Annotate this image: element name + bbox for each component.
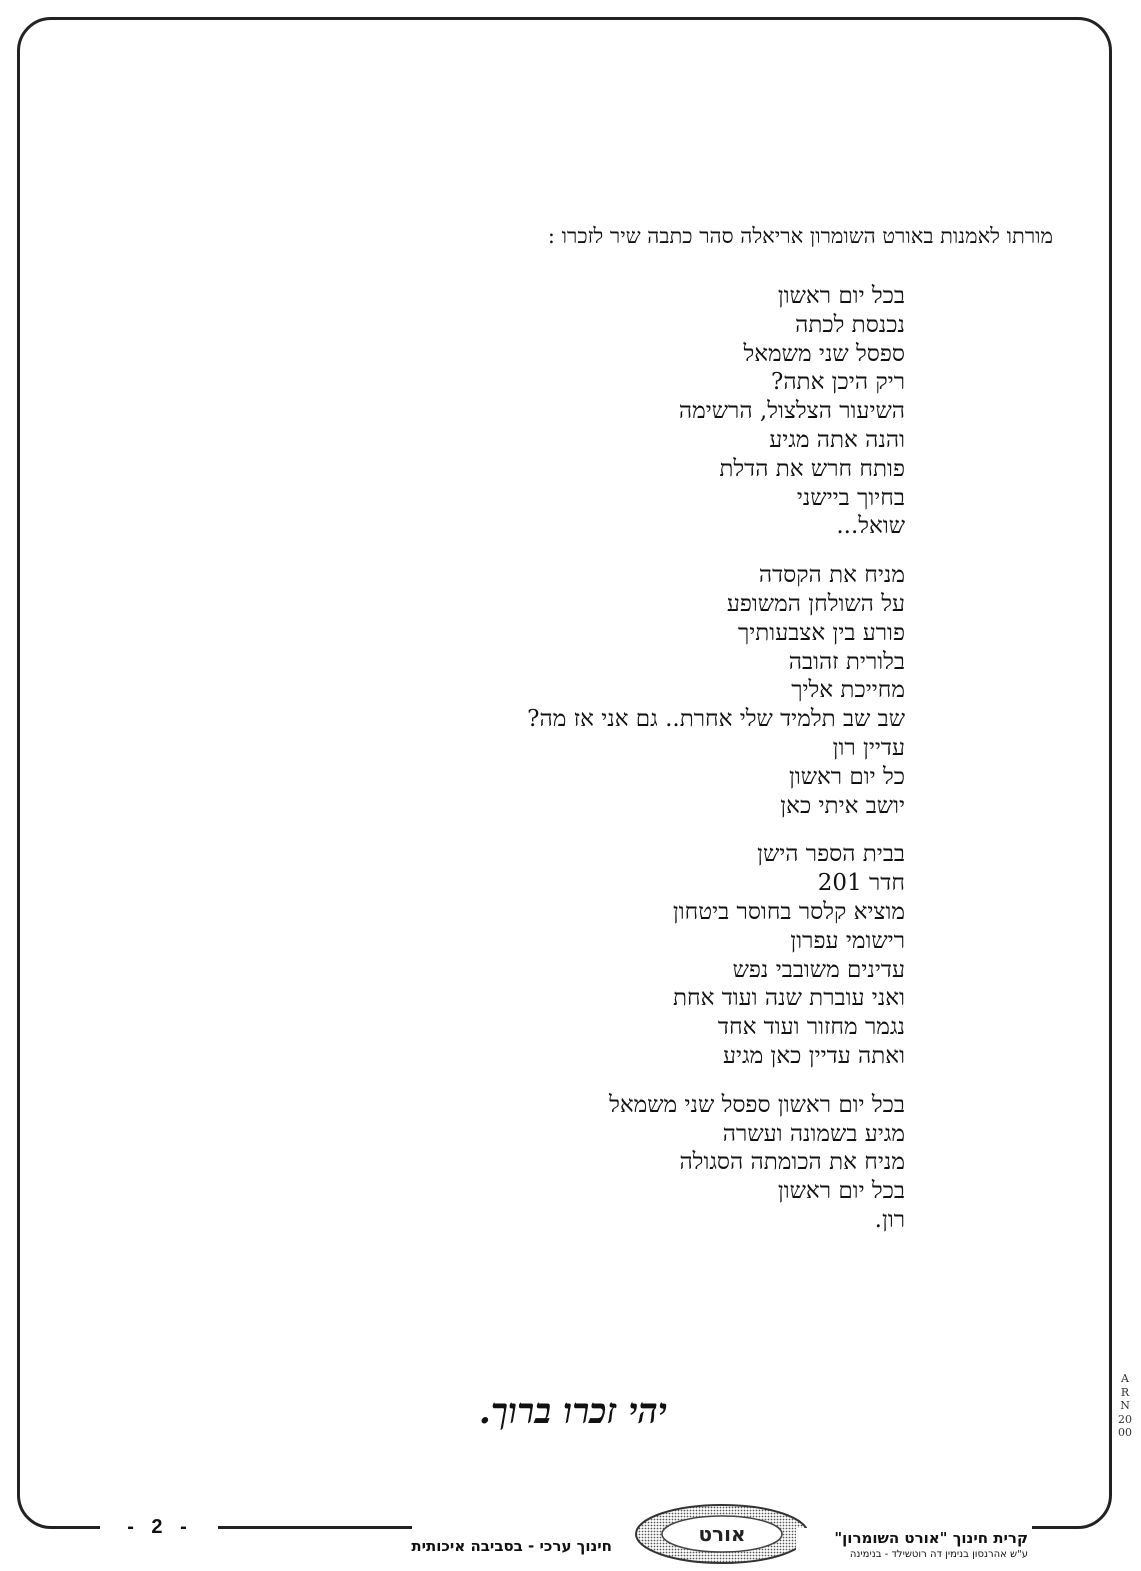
poem-line: רישומי עפרון — [790, 927, 905, 954]
intro-text: מורתו לאמנות באורט השומרון אריאלה סהר כתבה שיר לזכרו : — [547, 224, 1053, 248]
poem-line: ספסל שני משמאל — [743, 340, 905, 367]
poem-line: נכנסת לכתה — [795, 311, 905, 338]
poem-line: בכל יום ראשון — [777, 1178, 905, 1205]
poem-line: על השולחן המשופע — [726, 590, 905, 617]
poem — [185, 282, 905, 1255]
poem-stanza-2 — [185, 561, 905, 820]
poem-line: השיעור הצלצול, הרשימה — [678, 398, 905, 425]
school-subtitle: ע"ש אהרנסון בנימין דה רוטשילד - בנימינה — [849, 1549, 1028, 1560]
poem-line: פותח חרש את הדלת — [719, 455, 905, 482]
school-logo-icon — [632, 1500, 812, 1566]
poem-line: נגמר מחזור ועוד אחד — [717, 1014, 905, 1041]
school-name: קרית חינוך "אורט השומרון" — [834, 1529, 1028, 1547]
poem-stanza-3 — [185, 840, 905, 1070]
footer-school — [796, 1528, 1028, 1562]
poem-line: ריק היכן אתה? — [770, 369, 905, 396]
poem-line: שואל... — [836, 513, 905, 540]
poem-line: מגיע בשמונה ועשרה — [722, 1120, 905, 1147]
poem-line: בבית הספר הישן — [757, 841, 905, 868]
poem-line: רון. — [874, 1206, 905, 1233]
poem-line: חדר 201 — [817, 870, 905, 897]
poem-line: מניח את הכומתה הסגולה — [679, 1149, 905, 1176]
poem-line: עדיין רון — [832, 734, 905, 761]
poem-line: יושב איתי כאן — [780, 792, 905, 819]
poem-line: בכל יום ראשון — [777, 283, 905, 309]
poem-line: בלורית זהובה — [788, 648, 905, 675]
poem-line: פורע בין אצבעותיך — [737, 619, 905, 646]
poem-line: ואני עוברת שנה ועוד אחת — [672, 985, 905, 1012]
memorial-blessing: יהי זכרו ברוך. — [478, 1391, 667, 1432]
poem-line: מחייכת אליך — [791, 677, 905, 704]
poem-stanza-1 — [185, 282, 905, 541]
side-code: ARN 2000 — [1118, 1372, 1132, 1439]
poem-line: מוציא קלסר בחוסר ביטחון — [672, 898, 905, 925]
poem-line: מניח את הקסדה — [758, 562, 905, 589]
poem-line: בחיוך ביישני — [796, 484, 905, 511]
poem-line: בכל יום ראשון ספסל שני משמאל — [609, 1091, 905, 1118]
poem-stanza-4 — [185, 1091, 905, 1235]
poem-line: כל יום ראשון — [788, 763, 905, 790]
poem-line: ואתה עדיין כאן מגיע — [722, 1042, 905, 1069]
logo-text: אורט — [698, 1522, 746, 1546]
page-number: - 2 - — [110, 1516, 210, 1539]
footer-motto: חינוך ערכי - בסביבה איכותית — [411, 1537, 612, 1555]
poem-line: עדינים משובבי נפש — [732, 956, 905, 983]
poem-line: שב שב תלמיד שלי אחרת.. גם אני אז מה? — [527, 706, 905, 733]
poem-line: והנה אתה מגיע — [769, 426, 905, 453]
